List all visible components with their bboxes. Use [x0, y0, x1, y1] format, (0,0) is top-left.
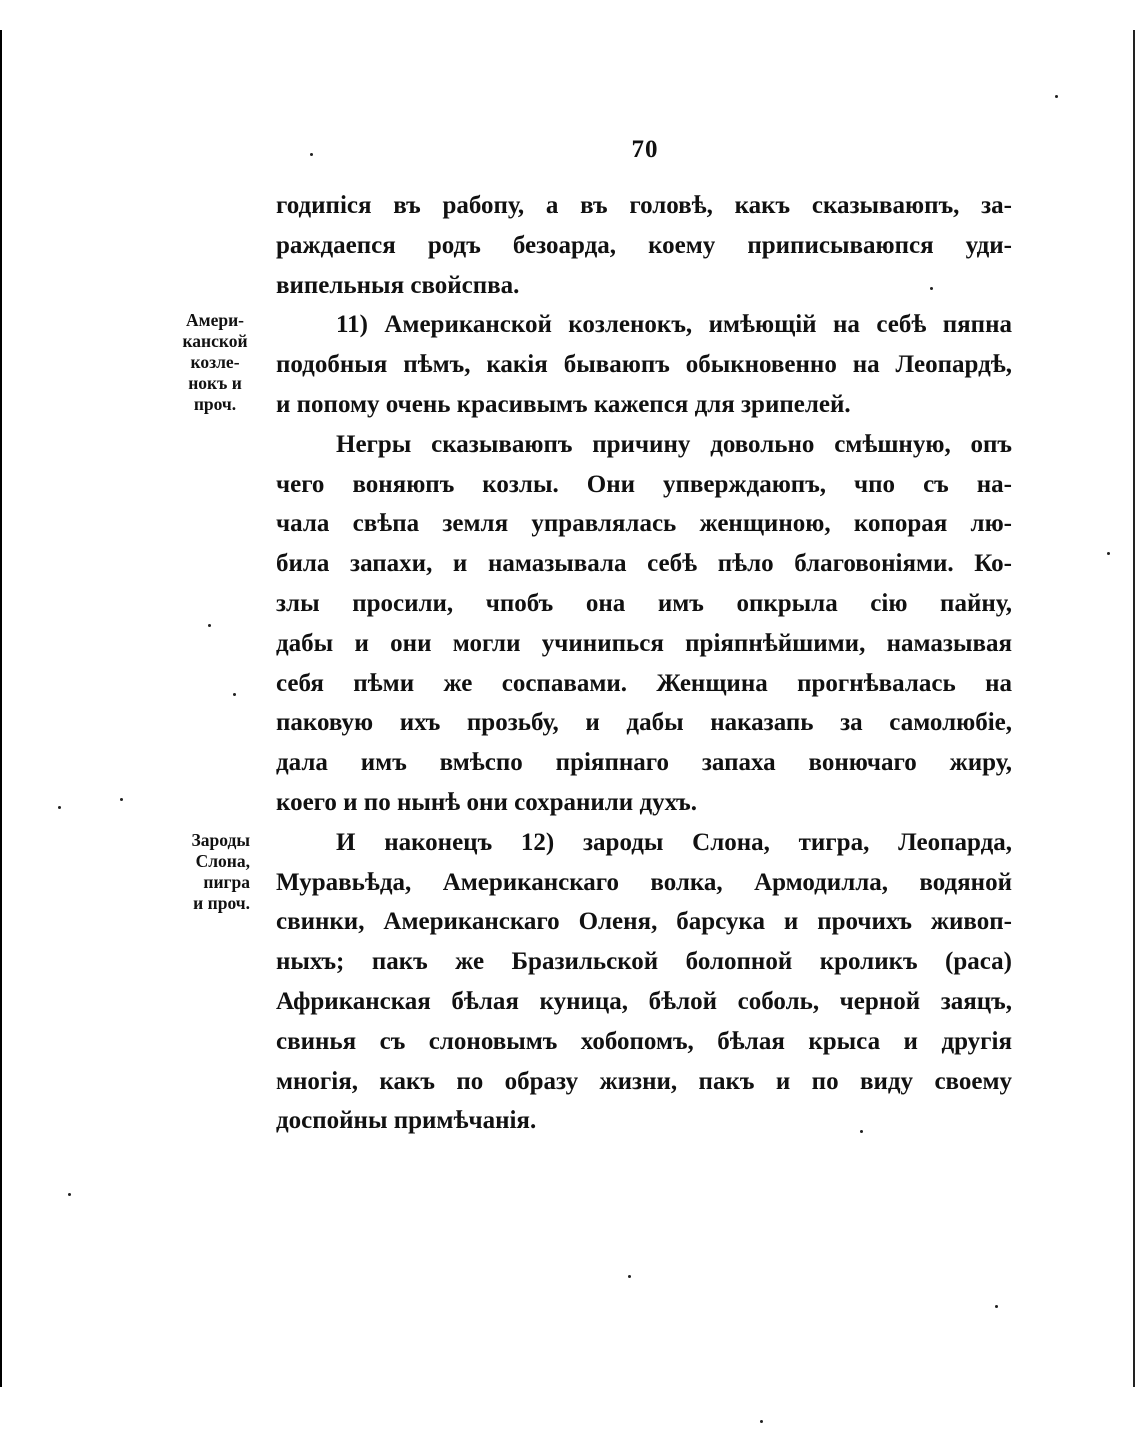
text-line: и попому очень красивымъ кажепся для зрипелей. [276, 390, 851, 418]
scan-speck [995, 1305, 998, 1308]
scan-speck [58, 806, 61, 809]
text-line: чала свѣпа земля управлялась женщиною, копорая лю- [276, 510, 1012, 538]
page-edge-right [1133, 30, 1135, 1387]
margin-note-line: и проч. [193, 893, 250, 913]
margin-note-line: пигра [203, 872, 250, 892]
scan-speck [208, 624, 211, 627]
scan-speck [310, 153, 313, 156]
text-line: себя пѣми же соспавами. Женщина прогнѣвалась на [276, 669, 1012, 697]
text-line: дала имъ вмѣспо пріяпнаго запаха вонючаго жиру, [276, 749, 1012, 777]
text-line: И наконецъ 12) зароды Слона, тигра, Леопарда, [336, 828, 1012, 856]
text-line: доспойны примѣчанія. [276, 1107, 537, 1135]
text-line: паковую ихъ прозьбу, и дабы наказапь за самолюбіе, [276, 709, 1012, 737]
text-line: 11) Американской козленокъ, имѣющій на себѣ пяпна [336, 311, 1012, 339]
text-line: свинья съ слоновымъ хобопомъ, бѣлая крыса и другія [276, 1027, 1012, 1055]
scan-speck [120, 798, 123, 801]
text-line: годипіся въ рабопу, а въ головѣ, какъ сказываюпъ, за- [276, 192, 1012, 219]
page-edge-left [0, 30, 2, 1387]
margin-note-line: козле- [190, 352, 240, 372]
page-number: 70 [631, 136, 659, 163]
margin-note-american-kid [165, 310, 265, 415]
margin-note-elephant-embryos [160, 830, 250, 914]
scan-speck [930, 287, 933, 290]
text-line: раждаепся родъ безоарда, коему приписываюпся уди- [276, 231, 1012, 259]
text-line: Африканская бѣлая куница, бѣлой соболь, черной заяцъ, [276, 987, 1012, 1015]
text-line: Негры сказываюпъ причину довольно смѣшную, опъ [336, 430, 1012, 458]
scan-speck [760, 1420, 763, 1423]
margin-note-line: проч. [193, 394, 237, 414]
text-line: дабы и они могли учинипься пріяпнѣйшими, намазывая [276, 629, 1012, 657]
scan-speck [860, 1130, 863, 1133]
text-line: ныхъ; пакъ же Бразильской болопной кроликъ (раса) [276, 948, 1012, 976]
margin-note-line: канской [182, 331, 248, 351]
text-line: чего воняюпъ козлы. Они упверждаюпъ, чпо съ на- [276, 470, 1012, 498]
scan-speck [68, 1193, 71, 1196]
text-line: злы просили, чпобъ она имъ опкрыла сію пайну, [276, 589, 1012, 617]
scan-speck [233, 693, 236, 696]
text-line: многія, какъ по образу жизни, пакъ и по виду своему [276, 1067, 1012, 1095]
margin-note-line: нокъ и [188, 373, 242, 393]
scan-speck [628, 1275, 631, 1278]
scan-speck [1107, 552, 1110, 555]
text-line: випельныя свойспва. [276, 271, 520, 299]
text-line: коего и по нынѣ они сохранили духъ. [276, 788, 697, 816]
text-line: Муравьѣда, Американскаго волка, Армодилла, водяной [276, 868, 1012, 896]
scan-speck [1055, 95, 1058, 98]
text-line: подобныя пѣмъ, какія бываюпъ обыкновенно на Леопардѣ, [276, 351, 1012, 379]
body-text [276, 186, 1012, 1141]
margin-note-line: Зароды [191, 830, 250, 850]
margin-note-line: Амери- [186, 310, 244, 330]
text-line: била запахи, и намазывала себѣ пѣло благовоніями. Ко- [276, 550, 1012, 578]
text-line: свинки, Американскаго Оленя, барсука и прочихъ живоп- [276, 908, 1012, 936]
margin-note-line: Слона, [195, 851, 250, 871]
